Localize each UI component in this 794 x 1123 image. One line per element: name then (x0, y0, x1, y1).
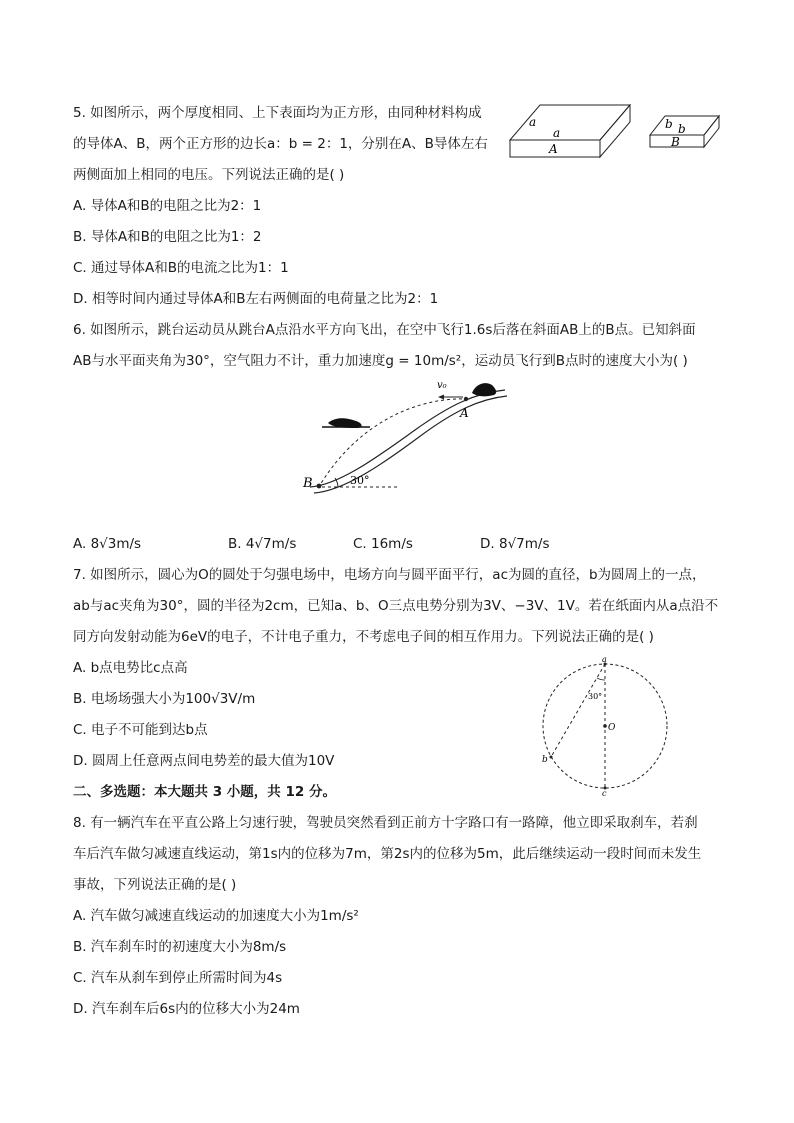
q5-option-b: B. 导体A和B的电阻之比为1：2 (73, 229, 262, 245)
edge-b-label-left: b (665, 117, 673, 131)
edge-a-label-front: a (553, 126, 561, 140)
q5-option-d: D. 相等时间内通过导体A和B左右两侧面的电荷量之比为2：1 (73, 291, 439, 307)
q5-stem-line-1: 5. 如图所示，两个厚度相同、上下表面均为正方形，由同种材料构成 (73, 105, 482, 121)
q6-ski-jump-figure (300, 375, 515, 497)
q7-stem-line-3: 同方向发射动能为6eV的电子，不计电子重力，不考虑电子间的相互作用力。下列说法正确的是( ) (73, 629, 654, 645)
q5-stem-line-2: 的导体A、B，两个正方形的边长a：b = 2：1，分别在A、B导体左右 (73, 136, 488, 152)
q5-option-a: A. 导体A和B的电阻之比为2：1 (73, 198, 262, 214)
q6-stem-line-2: AB与水平面夹角为30°，空气阻力不计，重力加速度g = 10m/s²，运动员飞行到B点时的速度大小为( ) (73, 353, 688, 369)
q6-option-a: A. 8√3m/s (73, 536, 142, 552)
center-o-label: O (608, 723, 616, 733)
q7-option-d: D. 圆周上任意两点间电势差的最大值为10V (73, 753, 335, 769)
q8-stem-line-1: 8. 有一辆汽车在平直公路上匀速行驶，驾驶员突然看到正前方十字路口有一路障，他立即采取刹车，若刹 (73, 815, 698, 831)
point-b-label: B (303, 476, 313, 491)
edge-b-label-front: b (678, 122, 686, 136)
q8-stem-line-3: 事故，下列说法正确的是( ) (73, 877, 237, 893)
q8-option-d: D. 汽车刹车后6s内的位移大小为24m (73, 1001, 300, 1017)
edge-a-label-left: a (529, 115, 537, 129)
q7-stem-line-1: 7. 如图所示，圆心为O的圆处于匀强电场中，电场方向与圆平面平行，ac为圆的直径，b为圆周上的一点， (73, 567, 706, 583)
q6-stem-line-1: 6. 如图所示，跳台运动员从跳台A点沿水平方向飞出，在空中飞行1.6s后落在斜面AB上的B点。已知斜面 (73, 322, 696, 338)
v0-label: v₀ (437, 380, 447, 391)
q5-conductor-figure (505, 100, 725, 162)
angle-label: 30° (350, 474, 370, 487)
angle-label: 30° (588, 692, 603, 701)
q6-option-c: C. 16m/s (353, 536, 413, 552)
q7-circle-figure (535, 656, 675, 796)
block-b-label: B (671, 135, 680, 149)
q8-option-c: C. 汽车从刹车到停止所需时间为4s (73, 970, 283, 986)
block-a-label: A (549, 142, 558, 156)
q7-stem-line-2: ab与ac夹角为30°，圆的半径为2cm，已知a、b、O三点电势分别为3V、−3V、1V。若在纸面内从a点沿不 (73, 598, 719, 614)
q8-option-a: A. 汽车做匀减速直线运动的加速度大小为1m/s² (73, 908, 359, 924)
q7-option-c: C. 电子不可能到达b点 (73, 722, 208, 738)
q7-option-a: A. b点电势比c点高 (73, 660, 188, 676)
q8-option-b: B. 汽车刹车时的初速度大小为8m/s (73, 939, 287, 955)
q6-option-d: D. 8√7m/s (480, 536, 550, 552)
section-heading: 二、多选题：本大题共 3 小题，共 12 分。 (73, 784, 336, 800)
q8-stem-line-2: 车后汽车做匀减速直线运动，第1s内的位移为7m，第2s内的位移为5m，此后继续运动一段时间而未发生 (73, 846, 702, 862)
point-a-label: a (602, 656, 607, 664)
q6-option-b: B. 4√7m/s (228, 536, 297, 552)
point-c-label: c (602, 789, 607, 796)
q5-option-c: C. 通过导体A和B的电流之比为1：1 (73, 260, 289, 276)
q5-stem-line-3: 两侧面加上相同的电压。下列说法正确的是( ) (73, 167, 345, 183)
q7-option-b: B. 电场场强大小为100√3V/m (73, 691, 256, 707)
point-a-label: A (460, 406, 469, 420)
point-b-label: b (542, 755, 548, 765)
